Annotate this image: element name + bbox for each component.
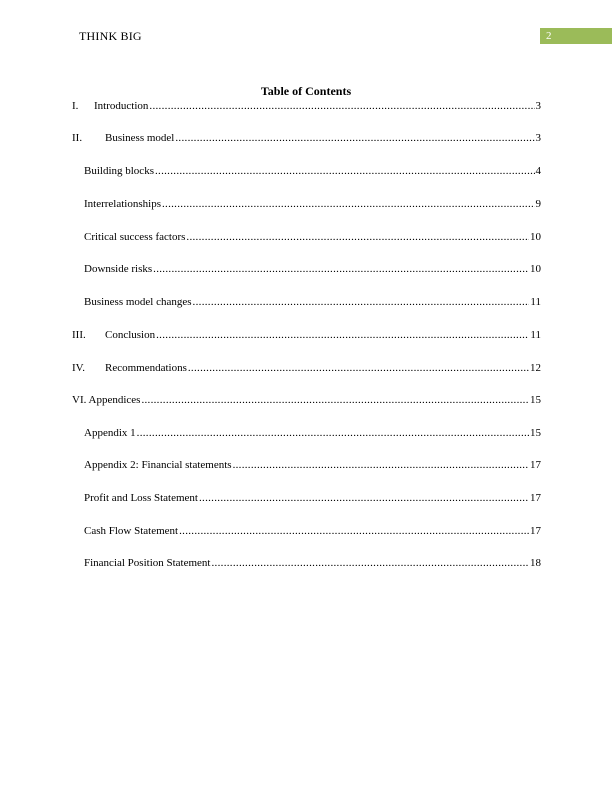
toc-entry-conclusion[interactable] [72,327,541,343]
toc-entry-text: Building blocks [84,165,154,177]
toc-entry-business-model[interactable] [72,130,541,146]
dot-leader [141,392,529,408]
toc-entry-text: Downside risks [84,263,153,275]
toc-entry-financial-position[interactable] [84,555,541,571]
toc-entry-business-model-changes[interactable] [84,294,541,310]
toc-entry-text: Recommendations [105,362,187,374]
toc-entry-text: Interrelationships [84,198,161,210]
dot-leader [153,261,529,277]
toc-entry-text: Financial Position Statement [84,557,211,569]
toc-entry-critical-success-factors[interactable] [84,229,541,245]
toc-entry-number: IV. [72,362,85,374]
toc-entry-text: Conclusion [105,329,156,341]
dot-leader [188,360,529,376]
toc-entry-appendix-2[interactable] [84,457,541,473]
toc-entry-page: 17 [530,525,541,537]
header-title: THINK BIG [79,29,142,43]
toc-entry-interrelationships[interactable] [84,196,541,212]
toc-entry-page: 15 [530,427,541,439]
toc-entry-page: 4 [535,165,541,177]
toc-entry-page: 15 [530,394,541,406]
dot-leader [155,163,535,179]
toc-entry-building-blocks[interactable] [84,163,541,179]
page-number-badge: 2 [540,28,612,44]
toc-entry-page: 3 [535,132,541,144]
toc-entry-profit-and-loss[interactable] [84,490,541,506]
dot-leader [233,457,529,473]
dot-leader [149,98,534,114]
toc-entry-page: 3 [535,100,541,112]
dot-leader [156,327,529,343]
toc-entry-page: 18 [530,557,541,569]
toc-entry-page: 11 [530,296,541,308]
toc-entry-introduction[interactable] [72,98,541,114]
toc-entry-text: Appendix 1 [84,427,136,439]
toc-entry-cash-flow[interactable] [84,523,541,539]
toc-entry-recommendations[interactable] [72,360,541,376]
dot-leader [199,490,529,506]
toc-entry-downside-risks[interactable] [84,261,541,277]
dot-leader [212,555,530,571]
toc-entry-page: 17 [530,459,541,471]
toc-entry-text: Cash Flow Statement [84,525,179,537]
toc-entry-text: Introduction [94,100,149,112]
toc-entry-page: 17 [530,492,541,504]
toc-entry-text: Business model changes [84,296,192,308]
toc-entry-number: I. [72,100,79,112]
toc-entry-text: VI. Appendices [72,394,141,406]
toc-entry-text: Profit and Loss Statement [84,492,198,504]
toc-heading: Table of Contents [260,84,352,98]
toc-entry-appendix-1[interactable] [84,425,541,441]
toc-entry-page: 12 [530,362,541,374]
toc-entry-number: III. [72,329,86,341]
toc-entry-page: 9 [535,198,541,210]
dot-leader [175,130,534,146]
toc-entry-page: 10 [530,263,541,275]
dot-leader [193,294,530,310]
toc-entry-text: Critical success factors [84,231,186,243]
toc-entry-appendices[interactable] [72,392,541,408]
dot-leader [179,523,529,539]
dot-leader [137,425,529,441]
dot-leader [186,229,529,245]
toc-entry-text: Appendix 2: Financial statements [84,459,232,471]
dot-leader [162,196,535,212]
toc-entry-page: 10 [530,231,541,243]
toc-entry-number: II. [72,132,83,144]
toc-entry-text: Business model [105,132,175,144]
toc-entry-page: 11 [530,329,541,341]
